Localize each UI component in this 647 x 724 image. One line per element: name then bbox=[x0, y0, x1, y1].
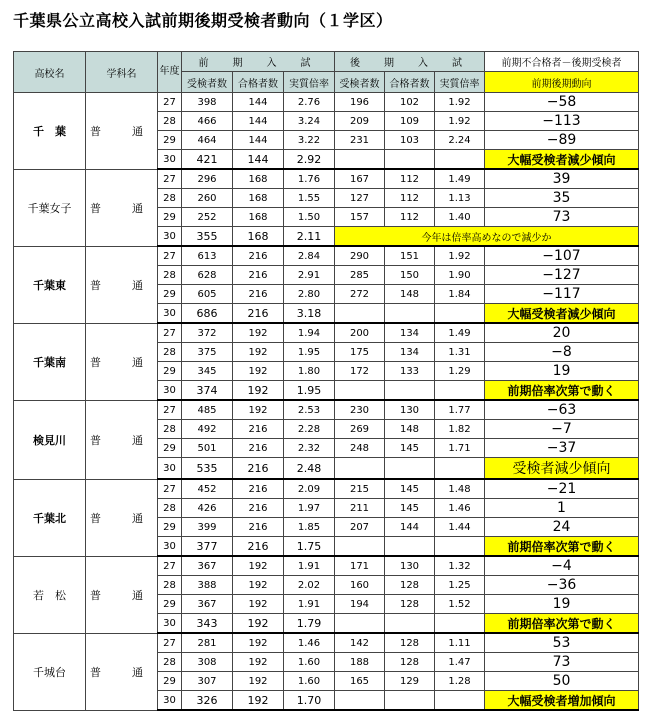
late-ratio-cell: 1.13 bbox=[435, 189, 485, 208]
late-accepted-cell: 145 bbox=[385, 439, 435, 458]
late-ratio-cell bbox=[435, 150, 485, 170]
late-ratio-cell: 1.11 bbox=[435, 633, 485, 653]
early-accepted-cell: 216 bbox=[233, 499, 284, 518]
early-applicants-cell: 345 bbox=[182, 362, 233, 381]
late-ratio-cell: 2.24 bbox=[435, 131, 485, 150]
year-cell: 28 bbox=[158, 189, 182, 208]
year-cell: 27 bbox=[158, 169, 182, 189]
header-note: 前期不合格者－後期受検者 bbox=[485, 52, 639, 72]
early-ratio-cell: 1.97 bbox=[284, 499, 335, 518]
late-applicants-cell bbox=[335, 458, 385, 480]
year-cell: 28 bbox=[158, 576, 182, 595]
early-ratio-cell: 2.84 bbox=[284, 246, 335, 266]
difference-cell: 19 bbox=[485, 362, 639, 381]
late-ratio-cell: 1.90 bbox=[435, 266, 485, 285]
year-cell: 30 bbox=[158, 458, 182, 480]
difference-cell: 19 bbox=[485, 595, 639, 614]
header-early-exam: 前 期 入 試 bbox=[182, 52, 335, 72]
trend-label-cell: 前期倍率次第で動く bbox=[485, 537, 639, 557]
early-ratio-cell: 1.91 bbox=[284, 595, 335, 614]
trend-label-cell: 前期倍率次第で動く bbox=[485, 614, 639, 634]
late-ratio-cell: 1.46 bbox=[435, 499, 485, 518]
early-ratio-cell: 1.60 bbox=[284, 653, 335, 672]
early-ratio-cell: 1.80 bbox=[284, 362, 335, 381]
late-applicants-cell: 171 bbox=[335, 556, 385, 576]
early-applicants-cell: 375 bbox=[182, 343, 233, 362]
late-accepted-cell: 102 bbox=[385, 93, 435, 112]
early-accepted-cell: 216 bbox=[233, 304, 284, 324]
early-accepted-cell: 216 bbox=[233, 266, 284, 285]
year-cell: 30 bbox=[158, 381, 182, 401]
late-ratio-cell bbox=[435, 381, 485, 401]
late-accepted-cell: 145 bbox=[385, 499, 435, 518]
late-applicants-cell: 269 bbox=[335, 420, 385, 439]
year-cell: 30 bbox=[158, 537, 182, 557]
early-accepted-cell: 216 bbox=[233, 537, 284, 557]
late-applicants-cell: 230 bbox=[335, 400, 385, 420]
year-cell: 28 bbox=[158, 653, 182, 672]
early-ratio-cell: 2.09 bbox=[284, 479, 335, 499]
trend-label-cell: 受検者減少傾向 bbox=[485, 458, 639, 480]
year-cell: 28 bbox=[158, 499, 182, 518]
late-accepted-cell: 148 bbox=[385, 285, 435, 304]
early-applicants-cell: 452 bbox=[182, 479, 233, 499]
late-accepted-cell bbox=[385, 691, 435, 711]
early-accepted-cell: 192 bbox=[233, 672, 284, 691]
school-name-cell: 検見川 bbox=[14, 400, 86, 479]
difference-cell: 35 bbox=[485, 189, 639, 208]
early-accepted-cell: 144 bbox=[233, 112, 284, 131]
early-applicants-cell: 374 bbox=[182, 381, 233, 401]
difference-cell: 53 bbox=[485, 633, 639, 653]
late-accepted-cell bbox=[385, 458, 435, 480]
early-ratio-cell: 2.53 bbox=[284, 400, 335, 420]
early-accepted-cell: 144 bbox=[233, 93, 284, 112]
year-cell: 29 bbox=[158, 672, 182, 691]
late-applicants-cell: 167 bbox=[335, 169, 385, 189]
late-accepted-cell bbox=[385, 150, 435, 170]
early-ratio-cell: 1.75 bbox=[284, 537, 335, 557]
late-ratio-cell: 1.84 bbox=[435, 285, 485, 304]
late-accepted-cell bbox=[385, 614, 435, 634]
early-accepted-cell: 168 bbox=[233, 227, 284, 247]
early-ratio-cell: 2.28 bbox=[284, 420, 335, 439]
late-accepted-cell: 128 bbox=[385, 633, 435, 653]
table-row bbox=[14, 556, 639, 576]
year-cell: 27 bbox=[158, 246, 182, 266]
difference-cell: −107 bbox=[485, 246, 639, 266]
year-cell: 29 bbox=[158, 362, 182, 381]
late-accepted-cell: 144 bbox=[385, 518, 435, 537]
late-applicants-cell: 207 bbox=[335, 518, 385, 537]
late-accepted-cell: 133 bbox=[385, 362, 435, 381]
early-accepted-cell: 216 bbox=[233, 246, 284, 266]
table-row bbox=[14, 633, 639, 653]
late-applicants-cell: 215 bbox=[335, 479, 385, 499]
late-applicants-cell: 175 bbox=[335, 343, 385, 362]
early-ratio-cell: 1.46 bbox=[284, 633, 335, 653]
difference-cell: 73 bbox=[485, 653, 639, 672]
early-ratio-cell: 3.18 bbox=[284, 304, 335, 324]
early-applicants-cell: 466 bbox=[182, 112, 233, 131]
late-applicants-cell: 211 bbox=[335, 499, 385, 518]
year-cell: 28 bbox=[158, 112, 182, 131]
late-ratio-cell: 1.25 bbox=[435, 576, 485, 595]
early-applicants-cell: 377 bbox=[182, 537, 233, 557]
early-ratio-cell: 3.22 bbox=[284, 131, 335, 150]
year-cell: 28 bbox=[158, 343, 182, 362]
table-row bbox=[14, 246, 639, 266]
header-year: 年度 bbox=[158, 52, 182, 93]
early-ratio-cell: 3.24 bbox=[284, 112, 335, 131]
early-applicants-cell: 535 bbox=[182, 458, 233, 480]
early-accepted-cell: 144 bbox=[233, 150, 284, 170]
trend-label-cell: 大幅受検者増加傾向 bbox=[485, 691, 639, 711]
header-early-ratio: 実質倍率 bbox=[284, 72, 335, 93]
year-cell: 27 bbox=[158, 633, 182, 653]
early-accepted-cell: 192 bbox=[233, 614, 284, 634]
header-trend: 前期後期動向 bbox=[485, 72, 639, 93]
year-cell: 27 bbox=[158, 479, 182, 499]
late-applicants-cell: 290 bbox=[335, 246, 385, 266]
late-ratio-cell: 1.49 bbox=[435, 323, 485, 343]
early-applicants-cell: 421 bbox=[182, 150, 233, 170]
course-name-cell: 普 通 bbox=[86, 400, 158, 479]
early-applicants-cell: 628 bbox=[182, 266, 233, 285]
late-accepted-cell: 130 bbox=[385, 556, 435, 576]
table-row bbox=[14, 400, 639, 420]
late-accepted-cell bbox=[385, 304, 435, 324]
early-applicants-cell: 308 bbox=[182, 653, 233, 672]
early-applicants-cell: 260 bbox=[182, 189, 233, 208]
late-applicants-cell bbox=[335, 304, 385, 324]
early-applicants-cell: 367 bbox=[182, 595, 233, 614]
late-ratio-cell: 1.31 bbox=[435, 343, 485, 362]
early-accepted-cell: 216 bbox=[233, 439, 284, 458]
early-accepted-cell: 216 bbox=[233, 518, 284, 537]
course-name-cell: 普 通 bbox=[86, 93, 158, 170]
early-applicants-cell: 367 bbox=[182, 556, 233, 576]
late-applicants-cell bbox=[335, 537, 385, 557]
difference-cell: −58 bbox=[485, 93, 639, 112]
late-applicants-cell: 157 bbox=[335, 208, 385, 227]
year-cell: 29 bbox=[158, 131, 182, 150]
late-applicants-cell: 188 bbox=[335, 653, 385, 672]
late-accepted-cell: 128 bbox=[385, 653, 435, 672]
early-ratio-cell: 1.85 bbox=[284, 518, 335, 537]
table-row bbox=[14, 323, 639, 343]
late-accepted-cell: 103 bbox=[385, 131, 435, 150]
difference-cell: 20 bbox=[485, 323, 639, 343]
late-applicants-cell: 196 bbox=[335, 93, 385, 112]
early-applicants-cell: 686 bbox=[182, 304, 233, 324]
year-cell: 28 bbox=[158, 266, 182, 285]
course-name-cell: 普 通 bbox=[86, 246, 158, 323]
early-accepted-cell: 168 bbox=[233, 189, 284, 208]
early-ratio-cell: 2.76 bbox=[284, 93, 335, 112]
header-early-accepted: 合格者数 bbox=[233, 72, 284, 93]
year-cell: 29 bbox=[158, 595, 182, 614]
early-accepted-cell: 192 bbox=[233, 343, 284, 362]
school-name-cell: 千葉南 bbox=[14, 323, 86, 400]
late-ratio-cell: 1.44 bbox=[435, 518, 485, 537]
late-accepted-cell: 112 bbox=[385, 169, 435, 189]
early-accepted-cell: 216 bbox=[233, 479, 284, 499]
late-applicants-cell: 231 bbox=[335, 131, 385, 150]
early-ratio-cell: 2.02 bbox=[284, 576, 335, 595]
late-applicants-cell: 200 bbox=[335, 323, 385, 343]
late-applicants-cell bbox=[335, 381, 385, 401]
early-ratio-cell: 1.50 bbox=[284, 208, 335, 227]
year-cell: 29 bbox=[158, 439, 182, 458]
year-cell: 29 bbox=[158, 518, 182, 537]
difference-cell: 50 bbox=[485, 672, 639, 691]
late-ratio-cell: 1.48 bbox=[435, 479, 485, 499]
late-applicants-cell: 194 bbox=[335, 595, 385, 614]
difference-cell: 24 bbox=[485, 518, 639, 537]
trend-label-cell: 大幅受検者減少傾向 bbox=[485, 150, 639, 170]
early-applicants-cell: 355 bbox=[182, 227, 233, 247]
late-ratio-cell: 1.77 bbox=[435, 400, 485, 420]
early-ratio-cell: 2.91 bbox=[284, 266, 335, 285]
early-ratio-cell: 2.80 bbox=[284, 285, 335, 304]
late-applicants-cell bbox=[335, 150, 385, 170]
late-accepted-cell: 112 bbox=[385, 208, 435, 227]
early-accepted-cell: 216 bbox=[233, 285, 284, 304]
early-ratio-cell: 1.70 bbox=[284, 691, 335, 711]
late-applicants-cell: 142 bbox=[335, 633, 385, 653]
early-ratio-cell: 1.76 bbox=[284, 169, 335, 189]
difference-cell: −89 bbox=[485, 131, 639, 150]
early-ratio-cell: 2.11 bbox=[284, 227, 335, 247]
year-cell: 29 bbox=[158, 208, 182, 227]
difference-cell: 1 bbox=[485, 499, 639, 518]
year-cell: 30 bbox=[158, 150, 182, 170]
late-ratio-cell: 1.49 bbox=[435, 169, 485, 189]
school-name-cell: 若 松 bbox=[14, 556, 86, 633]
late-ratio-cell: 1.92 bbox=[435, 93, 485, 112]
early-accepted-cell: 192 bbox=[233, 653, 284, 672]
late-applicants-cell: 248 bbox=[335, 439, 385, 458]
early-applicants-cell: 296 bbox=[182, 169, 233, 189]
table-row bbox=[14, 169, 639, 189]
school-name-cell: 千葉女子 bbox=[14, 169, 86, 246]
trend-label-cell: 前期倍率次第で動く bbox=[485, 381, 639, 401]
late-accepted-cell: 112 bbox=[385, 189, 435, 208]
late-ratio-cell: 1.52 bbox=[435, 595, 485, 614]
late-applicants-cell: 272 bbox=[335, 285, 385, 304]
early-accepted-cell: 192 bbox=[233, 362, 284, 381]
late-accepted-cell: 128 bbox=[385, 576, 435, 595]
early-applicants-cell: 252 bbox=[182, 208, 233, 227]
late-applicants-cell bbox=[335, 691, 385, 711]
early-applicants-cell: 613 bbox=[182, 246, 233, 266]
difference-cell: −63 bbox=[485, 400, 639, 420]
late-accepted-cell: 130 bbox=[385, 400, 435, 420]
year-cell: 29 bbox=[158, 285, 182, 304]
late-applicants-cell: 127 bbox=[335, 189, 385, 208]
early-accepted-cell: 192 bbox=[233, 595, 284, 614]
late-accepted-cell: 145 bbox=[385, 479, 435, 499]
early-ratio-cell: 1.91 bbox=[284, 556, 335, 576]
early-applicants-cell: 605 bbox=[182, 285, 233, 304]
late-accepted-cell: 128 bbox=[385, 595, 435, 614]
late-applicants-cell: 172 bbox=[335, 362, 385, 381]
late-ratio-cell: 1.92 bbox=[435, 112, 485, 131]
early-ratio-cell: 2.92 bbox=[284, 150, 335, 170]
early-applicants-cell: 492 bbox=[182, 420, 233, 439]
late-accepted-cell: 148 bbox=[385, 420, 435, 439]
year-cell: 27 bbox=[158, 400, 182, 420]
early-applicants-cell: 307 bbox=[182, 672, 233, 691]
late-accepted-cell: 134 bbox=[385, 343, 435, 362]
late-accepted-cell bbox=[385, 537, 435, 557]
early-ratio-cell: 2.48 bbox=[284, 458, 335, 480]
early-ratio-cell: 2.32 bbox=[284, 439, 335, 458]
difference-cell: 39 bbox=[485, 169, 639, 189]
late-ratio-cell: 1.40 bbox=[435, 208, 485, 227]
year-cell: 27 bbox=[158, 323, 182, 343]
early-ratio-cell: 1.95 bbox=[284, 343, 335, 362]
difference-cell: −4 bbox=[485, 556, 639, 576]
difference-cell: −7 bbox=[485, 420, 639, 439]
late-ratio-cell: 1.82 bbox=[435, 420, 485, 439]
year-cell: 27 bbox=[158, 556, 182, 576]
late-ratio-cell bbox=[435, 614, 485, 634]
late-ratio-cell: 1.28 bbox=[435, 672, 485, 691]
difference-cell: 73 bbox=[485, 208, 639, 227]
early-applicants-cell: 326 bbox=[182, 691, 233, 711]
year-cell: 30 bbox=[158, 304, 182, 324]
page-title: 千葉県公立高校入試前期後期受検者動向（１学区） bbox=[13, 11, 393, 30]
late-applicants-cell: 285 bbox=[335, 266, 385, 285]
late-accepted-cell: 109 bbox=[385, 112, 435, 131]
course-name-cell: 普 通 bbox=[86, 169, 158, 246]
year-cell: 27 bbox=[158, 93, 182, 112]
late-accepted-cell: 150 bbox=[385, 266, 435, 285]
early-applicants-cell: 388 bbox=[182, 576, 233, 595]
header-course: 学科名 bbox=[86, 52, 158, 93]
late-applicants-cell: 160 bbox=[335, 576, 385, 595]
late-accepted-cell: 151 bbox=[385, 246, 435, 266]
early-accepted-cell: 216 bbox=[233, 458, 284, 480]
early-ratio-cell: 1.94 bbox=[284, 323, 335, 343]
early-accepted-cell: 192 bbox=[233, 323, 284, 343]
course-name-cell: 普 通 bbox=[86, 323, 158, 400]
late-ratio-cell: 1.71 bbox=[435, 439, 485, 458]
header-early-applicants: 受検者数 bbox=[182, 72, 233, 93]
trend-label-cell: 大幅受検者減少傾向 bbox=[485, 304, 639, 324]
difference-cell: −21 bbox=[485, 479, 639, 499]
early-accepted-cell: 192 bbox=[233, 691, 284, 711]
early-applicants-cell: 464 bbox=[182, 131, 233, 150]
late-ratio-cell bbox=[435, 304, 485, 324]
header-late-accepted: 合格者数 bbox=[385, 72, 435, 93]
early-applicants-cell: 372 bbox=[182, 323, 233, 343]
header-late-applicants: 受検者数 bbox=[335, 72, 385, 93]
early-accepted-cell: 192 bbox=[233, 576, 284, 595]
school-name-cell: 千葉北 bbox=[14, 479, 86, 556]
early-accepted-cell: 168 bbox=[233, 208, 284, 227]
year-cell: 28 bbox=[158, 420, 182, 439]
year-cell: 30 bbox=[158, 614, 182, 634]
enrollment-table bbox=[13, 51, 639, 711]
early-applicants-cell: 485 bbox=[182, 400, 233, 420]
early-applicants-cell: 343 bbox=[182, 614, 233, 634]
late-applicants-cell: 165 bbox=[335, 672, 385, 691]
header-late-ratio: 実質倍率 bbox=[435, 72, 485, 93]
early-accepted-cell: 216 bbox=[233, 420, 284, 439]
early-ratio-cell: 1.55 bbox=[284, 189, 335, 208]
early-applicants-cell: 399 bbox=[182, 518, 233, 537]
difference-cell: −37 bbox=[485, 439, 639, 458]
year-cell: 30 bbox=[158, 227, 182, 247]
school-name-cell: 千葉東 bbox=[14, 246, 86, 323]
school-name-cell: 千 葉 bbox=[14, 93, 86, 170]
early-accepted-cell: 192 bbox=[233, 381, 284, 401]
early-applicants-cell: 501 bbox=[182, 439, 233, 458]
early-accepted-cell: 192 bbox=[233, 633, 284, 653]
late-ratio-cell: 1.29 bbox=[435, 362, 485, 381]
table-row bbox=[14, 93, 639, 112]
course-name-cell: 普 通 bbox=[86, 556, 158, 633]
header-late-exam: 後 期 入 試 bbox=[335, 52, 485, 72]
course-name-cell: 普 通 bbox=[86, 633, 158, 710]
difference-cell: −113 bbox=[485, 112, 639, 131]
late-ratio-cell bbox=[435, 458, 485, 480]
difference-cell: −127 bbox=[485, 266, 639, 285]
course-name-cell: 普 通 bbox=[86, 479, 158, 556]
header-school: 高校名 bbox=[14, 52, 86, 93]
late-ratio-cell bbox=[435, 537, 485, 557]
difference-cell: −117 bbox=[485, 285, 639, 304]
table-row bbox=[14, 479, 639, 499]
early-applicants-cell: 281 bbox=[182, 633, 233, 653]
late-accepted-cell bbox=[385, 381, 435, 401]
late-ratio-cell: 1.32 bbox=[435, 556, 485, 576]
early-ratio-cell: 1.79 bbox=[284, 614, 335, 634]
late-ratio-cell bbox=[435, 691, 485, 711]
difference-cell: −36 bbox=[485, 576, 639, 595]
early-accepted-cell: 192 bbox=[233, 556, 284, 576]
early-accepted-cell: 168 bbox=[233, 169, 284, 189]
early-applicants-cell: 398 bbox=[182, 93, 233, 112]
trend-note-cell: 今年は倍率高めなので減少か bbox=[335, 227, 639, 247]
difference-cell: −8 bbox=[485, 343, 639, 362]
late-accepted-cell: 134 bbox=[385, 323, 435, 343]
early-ratio-cell: 1.60 bbox=[284, 672, 335, 691]
table-body bbox=[14, 93, 639, 711]
early-accepted-cell: 192 bbox=[233, 400, 284, 420]
late-ratio-cell: 1.47 bbox=[435, 653, 485, 672]
late-ratio-cell: 1.92 bbox=[435, 246, 485, 266]
early-ratio-cell: 1.95 bbox=[284, 381, 335, 401]
late-applicants-cell bbox=[335, 614, 385, 634]
year-cell: 30 bbox=[158, 691, 182, 711]
late-applicants-cell: 209 bbox=[335, 112, 385, 131]
early-accepted-cell: 144 bbox=[233, 131, 284, 150]
late-accepted-cell: 129 bbox=[385, 672, 435, 691]
school-name-cell: 千城台 bbox=[14, 633, 86, 710]
early-applicants-cell: 426 bbox=[182, 499, 233, 518]
